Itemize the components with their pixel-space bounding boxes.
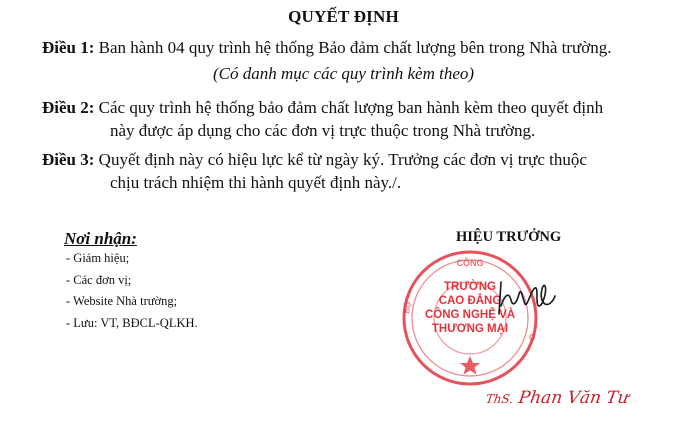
handwritten-signature xyxy=(495,276,557,316)
seal-line-1: TRƯỜNG xyxy=(444,281,496,293)
seal-left-text: BỘ xyxy=(402,300,414,315)
article-2-text-line2: này được áp dụng cho các đơn vị trực thuộc trong Nhà trường. xyxy=(110,121,536,140)
signer-name xyxy=(485,388,630,408)
article-2-text-line1: Các quy trình hệ thống bảo đảm chất lượng ban hành kèm theo quyết định xyxy=(98,98,604,117)
article-3-text-line2: chịu trách nhiệm thi hành quyết định này./. xyxy=(110,173,402,192)
article-2-label: Điều 2: xyxy=(42,98,95,117)
official-seal xyxy=(396,248,544,388)
seal-line-3: CÔNG NGHỆ VÀ xyxy=(424,309,516,321)
signature-title: HIỆU TRƯỞNG xyxy=(456,229,562,245)
recipient-item: - Lưu: VT, BĐCL-QLKH. xyxy=(66,316,198,330)
recipient-item: - Website Nhà trường; xyxy=(66,294,178,308)
article-1 xyxy=(42,36,611,60)
seal-top-text: CỘNG xyxy=(456,258,484,268)
document-title: QUYẾT ĐỊNH xyxy=(288,7,399,26)
recipient-item: - Các đơn vị; xyxy=(66,273,132,287)
signer-fullname: Phan Văn Tư xyxy=(517,388,631,408)
seal-line-2: CAO ĐẲNG xyxy=(438,295,502,307)
seal-line-4: THƯƠNG MẠI xyxy=(431,323,509,335)
seal-star-icon xyxy=(460,356,480,375)
article-3 xyxy=(42,148,587,172)
article-3-label: Điều 3: xyxy=(42,150,95,169)
recipient-item: - Giám hiệu; xyxy=(66,251,130,265)
article-1-label: Điều 1: xyxy=(42,38,95,57)
article-1-text: Ban hành 04 quy trình hệ thống Bảo đảm chất lượng bên trong Nhà trường. xyxy=(98,38,612,57)
recipients-title: Nơi nhận: xyxy=(64,229,137,248)
seal-right-text: G xyxy=(528,333,536,342)
annex-note: (Có danh mục các quy trình kèm theo) xyxy=(212,64,475,83)
signer-prefix: ThS. xyxy=(484,392,515,406)
article-2 xyxy=(42,96,603,120)
article-3-text-line1: Quyết định này có hiệu lực kể từ ngày ký. Trưởng các đơn vị trực thuộc xyxy=(98,150,587,169)
